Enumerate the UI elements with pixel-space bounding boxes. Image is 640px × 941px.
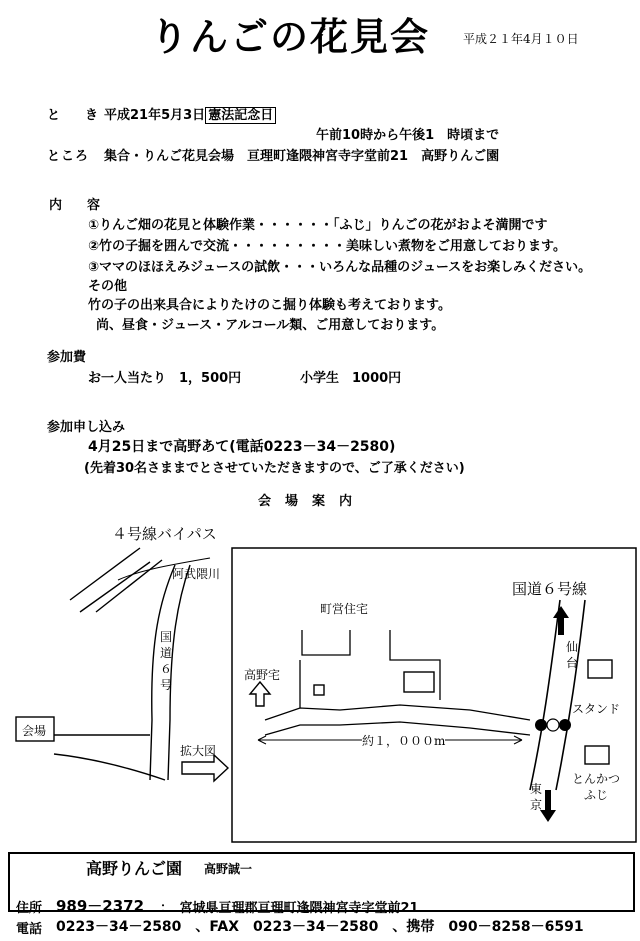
route6-inset-a [530, 600, 560, 790]
stand-box [588, 660, 612, 678]
housing-outline [302, 630, 350, 655]
route6-small-2: 道 [160, 646, 173, 660]
apply-label: 参加申し込み [47, 420, 126, 435]
tokyo-label-2: 京 [530, 798, 543, 812]
south-arrow [540, 790, 556, 822]
sendai-label-2: 台 [566, 656, 579, 670]
venue-label: 会場 [22, 724, 47, 738]
page-title: りんごの花見会 [150, 15, 431, 59]
footer-org: 高野りんご園 [86, 859, 183, 878]
route6-label: 国道６号線 [512, 580, 588, 598]
tonkatsu-box [585, 746, 609, 764]
where-label: ところ [47, 149, 90, 164]
home-arrow [250, 682, 270, 706]
other-label: その他 [88, 279, 128, 294]
address-label: 住所 [16, 901, 43, 916]
apply-note: (先着30名さままでとさせていただきますので、ご了承ください) [84, 461, 465, 476]
route6-small-3: ６ [160, 662, 173, 676]
venue-road-b [54, 754, 165, 780]
postal-code: 989－2372 [56, 897, 145, 915]
signal-dot-2 [547, 719, 559, 731]
fee-adult: お一人当たり 1，500円 [88, 371, 242, 386]
tokyo-label-1: 東 [530, 782, 543, 796]
phone-label: 電話 [16, 922, 43, 937]
signal-dot-1 [535, 719, 547, 731]
where-value: 集合・りんご花見会場 亘理町逢隈神宮寺字堂前21 高野りんご園 [104, 149, 500, 164]
fee-label: 参加費 [47, 350, 87, 365]
content-item-3: ③ママのほほえみジュースの試飲・・・いろんな品種のジュースをお楽しみください。 [88, 260, 592, 275]
holiday-badge: 憲法記念日 [205, 107, 276, 124]
content-item-1: ①りんご畑の花見と体験作業・・・・・・「ふじ」りんごの花がおよそ満開です [88, 218, 548, 233]
other-line-1: 竹の子の出来具合によりたけのこ掘り体験も考えております。 [88, 298, 451, 313]
stand-label: スタンド [572, 702, 621, 716]
contents-label: 内 容 [49, 198, 107, 213]
when-time: 午前10時から午後1 時頃まで [316, 128, 500, 143]
content-item-2: ②竹の子掘を囲んで交流・・・・・・・・・美味しい煮物をご用意しております。 [88, 239, 566, 254]
tonkatsu-label-1: とんかつ [572, 772, 621, 786]
bypass-label: ４号線バイパス [112, 525, 217, 543]
route6-small-1: 国 [160, 630, 173, 644]
bypass-line-c [96, 560, 162, 612]
main-road-top [265, 705, 530, 720]
takano-home-label: 高野宅 [244, 668, 281, 682]
small-building [314, 685, 324, 695]
signal-dot-3 [559, 719, 571, 731]
issued-date: 平成２１年4月１０日 [463, 32, 579, 46]
address-value: ： 宮城県亘理郡亘理町逢隈神宮寺字堂前21 [160, 901, 419, 916]
map-title: 会場案内 [258, 494, 367, 509]
takano-garden-box [404, 672, 434, 692]
contact-numbers: 0223－34－2580 、FAX 0223－34－2580 、携帯 090－8258－6591 [56, 919, 584, 935]
when-label: と き [47, 108, 105, 123]
tonkatsu-label-2: ふじ [584, 788, 609, 802]
route6-small-4: 号 [160, 678, 173, 692]
when-value: 平成21年5月3日 [104, 108, 206, 123]
bypass-line-b [80, 562, 150, 612]
bypass-line-a [70, 548, 140, 600]
town-housing-label: 町営住宅 [320, 602, 369, 616]
distance-label: 約１，０００m [362, 734, 446, 748]
fee-child: 小学生 1000円 [300, 371, 402, 386]
apply-deadline: 4月25日まで高野あて(電話0223－34－2580) [88, 439, 396, 455]
footer-person: 高野誠一 [204, 862, 253, 876]
other-line-2: 尚、昼食・ジュース・アルコール類、ご用意しております。 [96, 318, 445, 333]
enlarge-label: 拡大図 [180, 744, 217, 758]
river-label: 阿武隈川 [172, 567, 221, 581]
sendai-label-1: 仙 [566, 640, 579, 654]
